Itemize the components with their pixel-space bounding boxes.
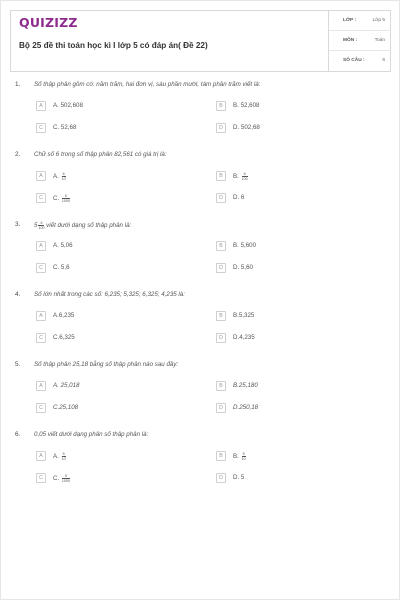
option-text: A. $\frac{5}{10}$ xyxy=(53,452,66,461)
meta-row-count xyxy=(329,51,391,71)
fraction xyxy=(242,452,246,461)
answer-option-a[interactable] xyxy=(36,311,186,323)
option-letter-box[interactable]: C xyxy=(36,403,46,413)
quizizz-logo: QUIZIZZ xyxy=(19,15,78,30)
fraction xyxy=(242,172,248,181)
question-number: 4. xyxy=(15,291,21,298)
answer-option-b[interactable] xyxy=(216,101,366,113)
option-text: C. $\frac{6}{1000}$ xyxy=(53,194,70,203)
option-letter-box[interactable]: B xyxy=(216,311,226,321)
answer-option-d[interactable] xyxy=(216,473,366,485)
option-letter-box[interactable]: C xyxy=(36,473,46,483)
answer-option-a[interactable] xyxy=(36,241,186,253)
question-1 xyxy=(1,81,400,141)
option-letter-box[interactable]: B xyxy=(216,101,226,111)
option-text: B. 52,608 xyxy=(233,102,260,109)
option-letter-box[interactable]: A xyxy=(36,381,46,391)
answer-option-d[interactable] xyxy=(216,123,366,135)
option-letter-box[interactable]: C xyxy=(36,333,46,343)
meta-table xyxy=(329,11,391,71)
option-letter-box[interactable]: B xyxy=(216,241,226,251)
question-4 xyxy=(1,291,400,351)
option-text: A.6,235 xyxy=(53,312,75,319)
answer-option-c[interactable] xyxy=(36,193,186,205)
option-letter-box[interactable]: D xyxy=(216,473,226,483)
question-text: 5 $\frac{6}{100}$ viết dưới dạng số thập phân là: xyxy=(34,221,132,230)
option-letter-box[interactable]: C xyxy=(36,123,46,133)
option-text: C.6,325 xyxy=(53,334,75,341)
option-text: C. 52,68 xyxy=(53,124,77,131)
option-text: C. 5,6 xyxy=(53,264,70,271)
fraction xyxy=(62,452,66,461)
fraction-numerator: 6 xyxy=(62,194,70,199)
question-text: Số lớn nhất trong các số: 6,235; 5,325; 6,325; 4,235 là: xyxy=(34,291,185,298)
question-2 xyxy=(1,151,400,211)
worksheet-header xyxy=(10,10,391,72)
answer-option-b[interactable] xyxy=(216,171,366,183)
answer-option-a[interactable] xyxy=(36,171,186,183)
fraction-denominator: 1000 xyxy=(61,199,70,203)
header-title-area xyxy=(11,11,329,71)
answer-option-d[interactable] xyxy=(216,263,366,275)
answer-option-a[interactable] xyxy=(36,101,186,113)
option-letter-box[interactable]: D xyxy=(216,193,226,203)
option-text: D. 502,68 xyxy=(233,124,260,131)
answer-option-b[interactable] xyxy=(216,311,366,323)
option-text: D. 5 xyxy=(233,474,245,481)
meta-row-class xyxy=(329,11,391,31)
answer-option-a[interactable] xyxy=(36,381,186,393)
option-text: A. 502,608 xyxy=(53,102,83,109)
option-letter-box[interactable]: D xyxy=(216,123,226,133)
fraction xyxy=(38,221,44,230)
answer-option-b[interactable] xyxy=(216,381,366,393)
option-letter-box[interactable]: B xyxy=(216,381,226,391)
fraction-denominator: 10 xyxy=(61,457,66,461)
question-number: 1. xyxy=(15,81,21,88)
question-number: 6. xyxy=(15,431,21,438)
answer-option-d[interactable] xyxy=(216,193,366,205)
question-text: 0,05 viết dưới dạng phân số thập phân là: xyxy=(34,431,149,438)
option-letter-box[interactable]: D xyxy=(216,403,226,413)
question-number: 5. xyxy=(15,361,21,368)
meta-value: 6 xyxy=(382,58,385,63)
option-letter-box[interactable]: A xyxy=(36,171,46,181)
option-letter-box[interactable]: A xyxy=(36,241,46,251)
option-letter-box[interactable]: A xyxy=(36,451,46,461)
option-letter-box[interactable]: D xyxy=(216,333,226,343)
option-letter-box[interactable]: C xyxy=(36,263,46,273)
fraction-denominator: 10 xyxy=(61,177,66,181)
fraction-numerator: 5 xyxy=(242,452,245,456)
question-5 xyxy=(1,361,400,421)
option-text: C.25,108 xyxy=(53,404,79,411)
option-text: B. $\frac{5}{10}$ xyxy=(233,452,246,461)
fraction-denominator: 100 xyxy=(241,177,248,181)
option-text: B.5,325 xyxy=(233,312,255,319)
answer-option-d[interactable] xyxy=(216,333,366,345)
option-letter-box[interactable]: A xyxy=(36,311,46,321)
fraction-numerator: 6 xyxy=(62,172,65,176)
option-letter-box[interactable]: B xyxy=(216,171,226,181)
option-text: B.25,180 xyxy=(233,382,258,389)
answer-option-c[interactable] xyxy=(36,403,186,415)
meta-value: Lớp 5 xyxy=(372,18,385,23)
meta-row-subject xyxy=(329,31,391,51)
option-letter-box[interactable]: C xyxy=(36,193,46,203)
option-text: A. $\frac{6}{10}$ xyxy=(53,172,66,181)
fraction-numerator: 6 xyxy=(40,221,43,225)
question-3 xyxy=(1,221,400,281)
answer-option-b[interactable] xyxy=(216,241,366,253)
option-letter-box[interactable]: B xyxy=(216,451,226,461)
answer-option-b[interactable] xyxy=(216,451,366,463)
fraction xyxy=(62,194,70,203)
question-number: 3. xyxy=(15,221,21,228)
option-text: A. 5,06 xyxy=(53,242,73,249)
answer-option-c[interactable] xyxy=(36,473,186,485)
fraction xyxy=(62,474,70,483)
meta-label: MÔN : xyxy=(343,38,358,43)
question-text: Chữ số 6 trong số thập phân 82,561 có giá trị là: xyxy=(34,151,167,158)
fraction-denominator: 1000 xyxy=(61,479,70,483)
answer-option-c[interactable] xyxy=(36,333,186,345)
meta-label: SỐ CÂU : xyxy=(343,58,365,63)
option-text: D. 5,60 xyxy=(233,264,253,271)
fraction xyxy=(62,172,66,181)
fraction-numerator: 6 xyxy=(243,172,246,176)
fraction-numerator: 5 xyxy=(62,452,65,456)
meta-value: Toán xyxy=(374,38,385,43)
fraction-numerator: 5 xyxy=(62,474,70,479)
question-text: Số thập phân gồm có: năm trăm, hai đơn vị, sáu phần mười, tám phần trăm viết là: xyxy=(34,81,261,88)
document-title: Bộ 25 đề thi toán học kì I lớp 5 có đáp án( Đề 22) xyxy=(19,41,208,50)
option-text: A. 25,018 xyxy=(53,382,80,389)
fraction-denominator: 100 xyxy=(38,226,45,230)
answer-option-d[interactable] xyxy=(216,403,366,415)
question-text: Số thập phân 25,18 bằng số thập phân nào sau đây: xyxy=(34,361,179,368)
answer-option-a[interactable] xyxy=(36,451,186,463)
option-text: B. 5,600 xyxy=(233,242,257,249)
question-6 xyxy=(1,431,400,491)
question-number: 2. xyxy=(15,151,21,158)
answer-option-c[interactable] xyxy=(36,263,186,275)
option-text: D. 6 xyxy=(233,194,245,201)
option-letter-box[interactable]: A xyxy=(36,101,46,111)
option-text: C. $\frac{5}{1000}$ xyxy=(53,474,70,483)
mixed-number-whole: 5 xyxy=(34,222,38,230)
option-text: B. $\frac{6}{100}$ xyxy=(233,172,248,181)
fraction-denominator: 10 xyxy=(241,457,246,461)
meta-label: LỚP : xyxy=(343,18,357,23)
option-text: D.4,235 xyxy=(233,334,255,341)
option-letter-box[interactable]: D xyxy=(216,263,226,273)
answer-option-c[interactable] xyxy=(36,123,186,135)
option-text: D.250,18 xyxy=(233,404,259,411)
